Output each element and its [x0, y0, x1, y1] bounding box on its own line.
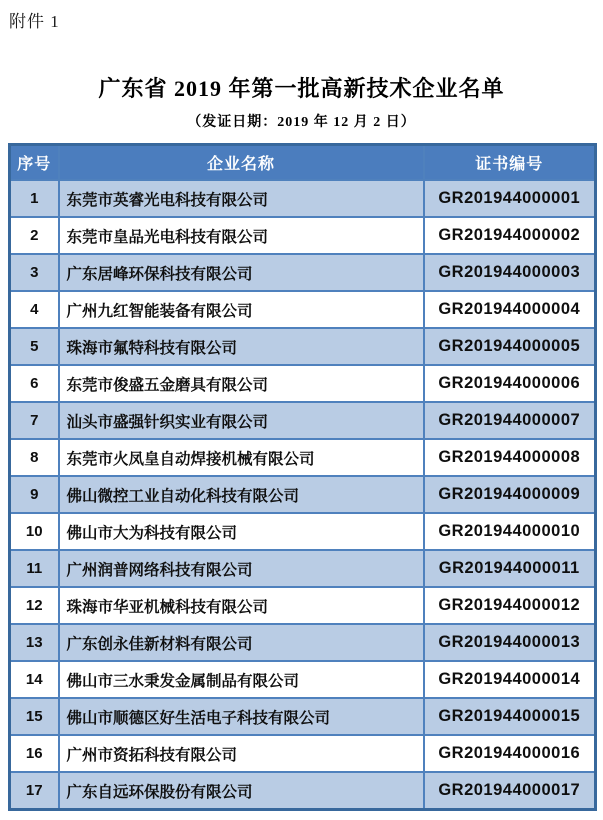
certificate-number-cell: GR201944000015	[424, 698, 596, 735]
serial-number-cell: 14	[10, 661, 59, 698]
serial-number-cell: 12	[10, 587, 59, 624]
serial-number-cell: 8	[10, 439, 59, 476]
company-name-cell: 佛山市大为科技有限公司	[59, 513, 424, 550]
table-body	[10, 180, 596, 810]
certificate-number-cell: GR201944000001	[424, 180, 596, 217]
table-row	[10, 735, 596, 772]
certificate-number-cell: GR201944000016	[424, 735, 596, 772]
column-header-company: 企业名称	[59, 145, 424, 181]
serial-number-cell: 5	[10, 328, 59, 365]
serial-number-cell: 1	[10, 180, 59, 217]
company-name-cell: 广州润普网络科技有限公司	[59, 550, 424, 587]
table-row	[10, 439, 596, 476]
company-name-cell: 广州九红智能装备有限公司	[59, 291, 424, 328]
company-name-cell: 东莞市皇品光电科技有限公司	[59, 217, 424, 254]
company-name-cell: 佛山微控工业自动化科技有限公司	[59, 476, 424, 513]
company-name-cell: 汕头市盛强针织实业有限公司	[59, 402, 424, 439]
company-name-cell: 广东创永佳新材料有限公司	[59, 624, 424, 661]
table-row	[10, 365, 596, 402]
table-row	[10, 180, 596, 217]
column-header-serial: 序号	[10, 145, 59, 181]
table-row	[10, 661, 596, 698]
certificate-number-cell: GR201944000009	[424, 476, 596, 513]
company-name-cell: 东莞市俊盛五金磨具有限公司	[59, 365, 424, 402]
table-row	[10, 402, 596, 439]
attachment-label: 附件 1	[9, 12, 60, 31]
issue-date-subtitle: （发证日期：2019 年 12 月 2 日）	[187, 115, 416, 130]
certificate-number-cell: GR201944000002	[424, 217, 596, 254]
table-row	[10, 513, 596, 550]
certificate-number-cell: GR201944000005	[424, 328, 596, 365]
column-header-certificate: 证书编号	[424, 145, 596, 181]
table-row	[10, 254, 596, 291]
company-name-cell: 珠海市华亚机械科技有限公司	[59, 587, 424, 624]
certificate-number-cell: GR201944000013	[424, 624, 596, 661]
table-row	[10, 476, 596, 513]
company-name-cell: 佛山市三水秉发金属制品有限公司	[59, 661, 424, 698]
serial-number-cell: 15	[10, 698, 59, 735]
table-header-row	[10, 145, 596, 181]
table-row	[10, 217, 596, 254]
company-name-cell: 广东自远环保股份有限公司	[59, 772, 424, 810]
certificate-number-cell: GR201944000011	[424, 550, 596, 587]
serial-number-cell: 6	[10, 365, 59, 402]
enterprise-table	[8, 143, 597, 811]
certificate-number-cell: GR201944000010	[424, 513, 596, 550]
serial-number-cell: 13	[10, 624, 59, 661]
table-row	[10, 550, 596, 587]
company-name-cell: 广州市资拓科技有限公司	[59, 735, 424, 772]
serial-number-cell: 16	[10, 735, 59, 772]
serial-number-cell: 3	[10, 254, 59, 291]
company-name-cell: 东莞市火凤皇自动焊接机械有限公司	[59, 439, 424, 476]
table-row	[10, 291, 596, 328]
serial-number-cell: 17	[10, 772, 59, 810]
company-name-cell: 东莞市英睿光电科技有限公司	[59, 180, 424, 217]
certificate-number-cell: GR201944000004	[424, 291, 596, 328]
page-title: 广东省 2019 年第一批高新技术企业名单	[98, 76, 505, 101]
company-name-cell: 珠海市氟特科技有限公司	[59, 328, 424, 365]
serial-number-cell: 11	[10, 550, 59, 587]
certificate-number-cell: GR201944000014	[424, 661, 596, 698]
serial-number-cell: 10	[10, 513, 59, 550]
table-row	[10, 772, 596, 810]
certificate-number-cell: GR201944000017	[424, 772, 596, 810]
certificate-number-cell: GR201944000012	[424, 587, 596, 624]
table-row	[10, 587, 596, 624]
table-row	[10, 328, 596, 365]
serial-number-cell: 2	[10, 217, 59, 254]
certificate-number-cell: GR201944000007	[424, 402, 596, 439]
serial-number-cell: 7	[10, 402, 59, 439]
company-name-cell: 广东居峰环保科技有限公司	[59, 254, 424, 291]
certificate-number-cell: GR201944000008	[424, 439, 596, 476]
certificate-number-cell: GR201944000003	[424, 254, 596, 291]
serial-number-cell: 9	[10, 476, 59, 513]
table-row	[10, 624, 596, 661]
table-row	[10, 698, 596, 735]
serial-number-cell: 4	[10, 291, 59, 328]
certificate-number-cell: GR201944000006	[424, 365, 596, 402]
company-name-cell: 佛山市顺德区好生活电子科技有限公司	[59, 698, 424, 735]
